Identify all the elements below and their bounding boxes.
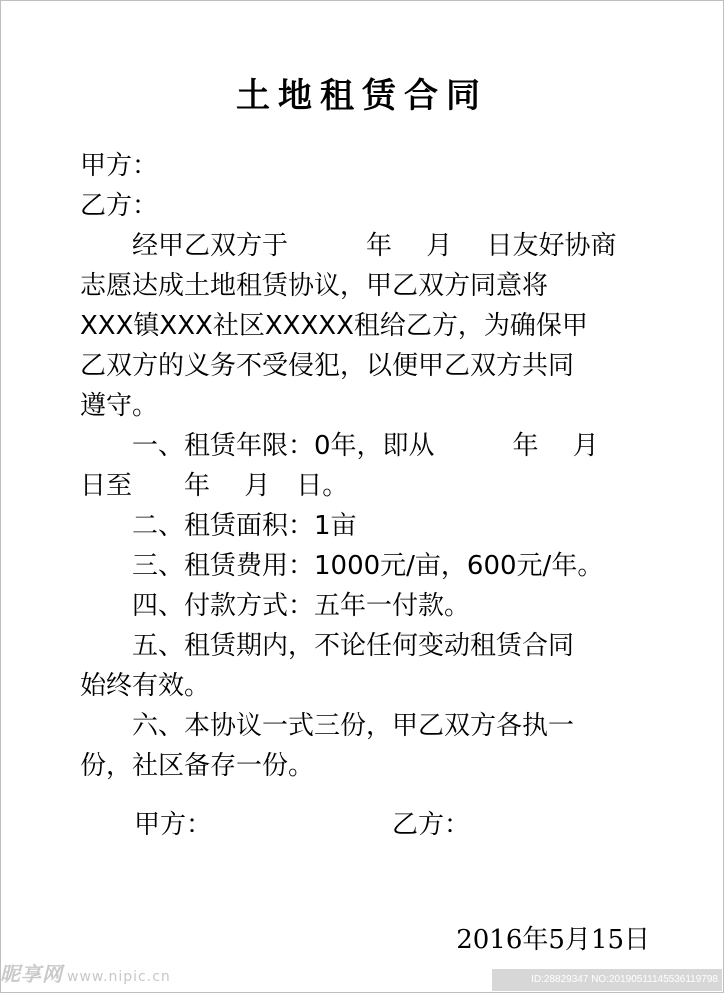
body-line: 经甲乙双方于 年 月 日友好协商 (80, 231, 617, 261)
image-id-banner: ID:28829347 NO:20190511145536119798 (492, 969, 722, 991)
clause-5-line: 五、租赁期内，不论任何变动租赁合同 (80, 631, 575, 661)
clause-6-line: 份，社区备存一份。 (80, 751, 315, 781)
clause-3-line: 三、租赁费用：1000元/亩，600元/年。 (80, 551, 604, 581)
body-line: 志愿达成土地租赁协议，甲乙双方同意将 (80, 271, 549, 301)
body-line: XXX镇XXX社区XXXXX租给乙方，为确保甲 (80, 311, 588, 341)
document-title: 土地租赁合同 (236, 76, 488, 116)
clause-5-line: 始终有效。 (80, 671, 211, 701)
clause-1-line: 一、租赁年限：0年，即从 年 月 (80, 431, 599, 461)
body-line: 乙双方的义务不受侵犯，以便甲乙双方共同 (80, 351, 575, 381)
party-b-line: 乙方： (80, 191, 159, 221)
clause-1-line: 日至 年 月 日。 (80, 471, 349, 501)
party-a-line: 甲方： (80, 151, 159, 181)
clause-4-line: 四、付款方式：五年一付款。 (80, 591, 471, 621)
signature-row (134, 805, 534, 845)
contract-date: 2016年5月15日 (456, 925, 650, 955)
watermark-url: www.nipic.cn (67, 969, 171, 985)
watermark-brand: 昵享网 (0, 962, 63, 986)
clause-2-line: 二、租赁面积：1亩 (80, 511, 357, 541)
contract-body (80, 146, 655, 786)
signature-party-a: 甲方： (134, 810, 213, 840)
clause-6-line: 六、本协议一式三份，甲乙双方各执一 (80, 711, 575, 741)
body-line: 遵守。 (80, 391, 159, 421)
signature-party-b: 乙方： (392, 810, 471, 840)
watermark-logo (0, 958, 171, 987)
